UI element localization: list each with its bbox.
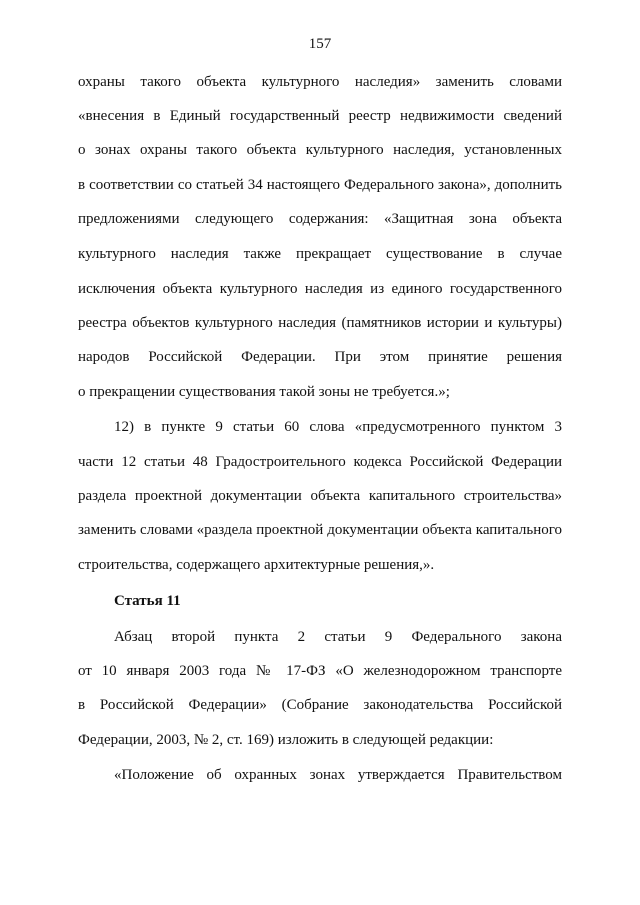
text-line: о зонах охраны такого объекта культурного наследия, установленных xyxy=(78,142,562,158)
text-line: в соответствии со статьей 34 настоящего Федерального закона», дополнить xyxy=(78,177,562,193)
text-line: от 10 января 2003 года № 17-ФЗ «О железнодорожном транспорте xyxy=(78,663,562,679)
text-line: предложениями следующего содержания: «Защитная зона объекта xyxy=(78,211,562,227)
text-line: раздела проектной документации объекта капитального строительства» xyxy=(78,488,562,504)
text-line: «Положение об охранных зонах утверждается Правительством xyxy=(114,767,562,783)
text-line: «внесения в Единый государственный реестр недвижимости сведений xyxy=(78,108,562,124)
text-line: народов Российской Федерации. При этом принятие решения xyxy=(78,349,562,365)
text-line: в Российской Федерации» (Собрание законодательства Российской xyxy=(78,697,562,713)
text-line: строительства, содержащего архитектурные решения,». xyxy=(78,557,435,573)
text-line: заменить словами «раздела проектной документации объекта капитального xyxy=(78,522,562,538)
text-line: исключения объекта культурного наследия из единого государственного xyxy=(78,281,562,297)
text-line: о прекращении существования такой зоны не требуется.»; xyxy=(78,384,450,400)
text-line: 12) в пункте 9 статьи 60 слова «предусмотренного пунктом 3 xyxy=(114,419,562,435)
text-line: реестра объектов культурного наследия (памятников истории и культуры) xyxy=(78,315,562,331)
text-line: культурного наследия также прекращает существование в случае xyxy=(78,246,562,262)
text-line: Федерации, 2003, № 2, ст. 169) изложить в следующей редакции: xyxy=(78,732,494,748)
page-number: 157 xyxy=(308,36,332,52)
article-heading: Статья 11 xyxy=(114,593,181,609)
text-line: части 12 статьи 48 Градостроительного кодекса Российской Федерации xyxy=(78,454,562,470)
text-line: Абзац второй пункта 2 статьи 9 Федерального закона xyxy=(114,629,562,645)
text-line: охраны такого объекта культурного наследия» заменить словами xyxy=(78,74,562,90)
